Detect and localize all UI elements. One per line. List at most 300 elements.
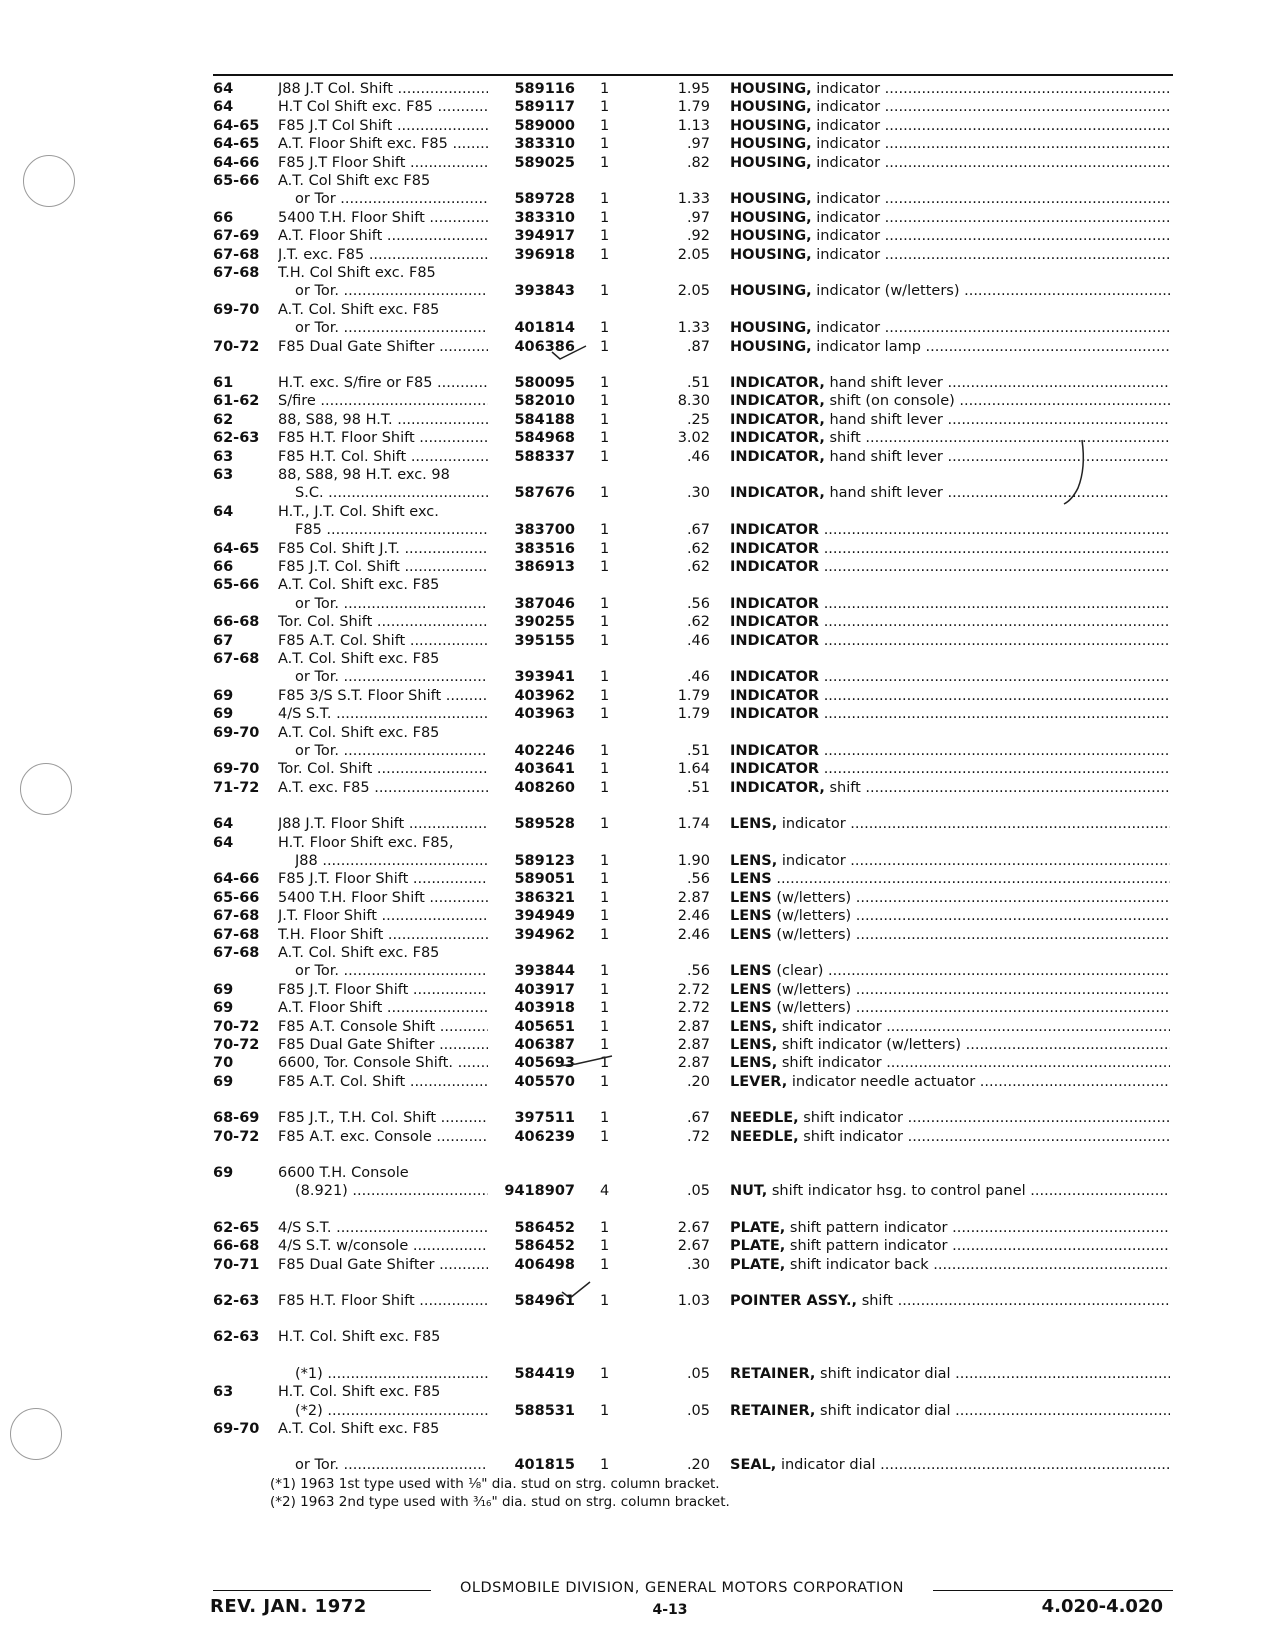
part-name-detail: indicator dial <box>780 1457 876 1474</box>
table-row <box>0 687 1263 706</box>
quantity: 1 <box>600 228 610 245</box>
application-description: or Tor. ..... <box>295 1456 488 1475</box>
table-row <box>0 264 1263 283</box>
price: 2.87 <box>677 1018 710 1035</box>
table-row <box>0 282 1263 301</box>
part-number: 589025 <box>514 154 575 171</box>
model-year: 61-62 <box>213 393 260 410</box>
part-name <box>730 1456 1170 1475</box>
application-description: J88 ..... <box>295 852 488 871</box>
check-mark-406386 <box>550 344 590 364</box>
part-number: 394962 <box>514 926 575 943</box>
application-description: S.C. ..... <box>295 484 488 503</box>
table-row <box>0 1256 1263 1275</box>
price: .56 <box>686 963 710 980</box>
price: 1.79 <box>677 687 710 704</box>
part-name <box>730 870 1170 889</box>
price: 1.90 <box>677 853 710 869</box>
quantity: 1 <box>600 669 610 686</box>
part-name-detail: shift pattern indicator <box>789 1238 948 1255</box>
price: .20 <box>686 1073 710 1090</box>
quantity: 1 <box>600 338 610 355</box>
price: .46 <box>686 669 710 686</box>
table-row <box>0 1237 1263 1256</box>
table-row <box>0 944 1263 963</box>
application-description: A.T. Col. Shift exc. F85 <box>278 301 440 318</box>
part-number: 405693 <box>514 1055 575 1072</box>
table-row <box>0 576 1263 595</box>
application-description: F85 A.T. Console Shift ..... <box>278 1018 488 1037</box>
application-description: or Tor. ..... <box>295 668 488 687</box>
part-name-bold: LENS <box>730 926 772 943</box>
part-name <box>730 760 1170 779</box>
part-number: 393941 <box>514 669 575 686</box>
quantity: 1 <box>600 209 610 226</box>
part-name-bold: POINTER ASSY., <box>730 1293 858 1309</box>
part-name <box>730 815 1170 834</box>
quantity: 1 <box>600 1000 610 1017</box>
application-description: F85 Col. Shift J.T. ..... <box>278 540 488 559</box>
part-number: 406239 <box>514 1128 575 1145</box>
model-year: 70-72 <box>213 1037 260 1053</box>
model-year: 69 <box>213 687 234 704</box>
quantity: 1 <box>600 1256 610 1273</box>
application-description: F85 H.T. Floor Shift ..... <box>278 429 488 448</box>
part-name-detail: indicator needle actuator <box>791 1073 976 1090</box>
table-row <box>0 1164 1263 1183</box>
part-number: 580095 <box>514 375 575 391</box>
price: 2.46 <box>677 926 710 943</box>
quantity: 1 <box>600 81 610 97</box>
table-row <box>0 411 1263 430</box>
quantity: 1 <box>600 779 610 796</box>
application-description: A.T. Col. Shift exc. F85 <box>278 724 440 741</box>
part-number: 405651 <box>514 1018 575 1035</box>
part-name <box>730 1128 1170 1147</box>
price: 2.67 <box>677 1219 710 1236</box>
price: .05 <box>686 1183 710 1200</box>
part-name-bold: INDICATOR, <box>730 393 825 410</box>
part-name-bold: HOUSING, <box>730 246 812 263</box>
part-name <box>730 117 1170 136</box>
model-year: 70 <box>213 1055 234 1072</box>
part-number: 9418907 <box>504 1183 575 1200</box>
part-number: 402246 <box>514 743 575 759</box>
part-name-bold: HOUSING, <box>730 320 812 337</box>
part-name <box>730 209 1170 228</box>
quantity: 1 <box>600 430 610 447</box>
table-row <box>0 98 1263 117</box>
part-name <box>730 1365 1170 1384</box>
price: .87 <box>686 338 710 355</box>
part-name-detail: shift indicator dial <box>820 1365 951 1382</box>
application-description: 6600, Tor. Console Shift. ..... <box>278 1054 488 1073</box>
application-description: A.T. Col. Shift exc. F85 <box>278 945 440 961</box>
model-year: 69-70 <box>213 1421 260 1437</box>
price: 2.72 <box>677 1000 710 1017</box>
part-number: 386321 <box>514 889 575 906</box>
part-name-detail: shift (on console) <box>829 393 955 410</box>
price: 3.02 <box>677 430 710 447</box>
part-name <box>730 779 1170 798</box>
table-row <box>0 595 1263 614</box>
quantity: 1 <box>600 1055 610 1072</box>
part-name-detail: indicator <box>816 228 881 245</box>
part-name <box>730 80 1170 99</box>
part-number: 584968 <box>514 430 575 447</box>
quantity: 1 <box>600 1402 610 1419</box>
application-description: or Tor ..... <box>295 190 488 209</box>
part-name-detail: indicator <box>816 246 881 263</box>
part-number: 589528 <box>514 816 575 833</box>
part-number: 396918 <box>514 246 575 263</box>
part-name-bold: INDICATOR <box>730 559 820 575</box>
part-number: 589116 <box>514 81 575 97</box>
part-name <box>730 246 1170 265</box>
part-name <box>730 962 1170 981</box>
price: 1.03 <box>677 1293 710 1309</box>
model-year: 64 <box>213 816 234 833</box>
model-year: 66 <box>213 209 234 226</box>
model-year: 64 <box>213 503 234 520</box>
table-row <box>0 540 1263 559</box>
quantity: 1 <box>600 1293 610 1309</box>
model-year: 63 <box>213 1384 234 1401</box>
part-number: 390255 <box>514 614 575 631</box>
part-name <box>730 392 1170 411</box>
model-year: 65-66 <box>213 577 260 594</box>
part-name <box>730 1219 1170 1238</box>
part-name-bold: HOUSING, <box>730 338 812 355</box>
model-year: 70-72 <box>213 1018 260 1035</box>
application-description: F85 H.T. Col. Shift ..... <box>278 448 488 467</box>
part-name-detail: shift <box>861 1293 893 1309</box>
part-number: 584961 <box>514 1293 575 1309</box>
model-year: 64-65 <box>213 540 260 557</box>
part-name-detail: indicator lamp <box>816 338 921 355</box>
part-number: 383516 <box>514 540 575 557</box>
footnote-text: (*1) 1963 1st type used with ⅛" dia. stud on strg. column bracket. <box>270 1475 720 1492</box>
part-name-bold: INDICATOR <box>730 522 820 539</box>
part-name-bold: INDICATOR <box>730 669 820 686</box>
part-name <box>730 1292 1170 1311</box>
part-name-detail: shift indicator <box>781 1055 882 1072</box>
quantity: 4 <box>600 1183 610 1200</box>
application-description: 4/S S.T. ..... <box>278 1219 488 1238</box>
margin-pen-stroke <box>1060 438 1090 508</box>
table-row <box>0 117 1263 136</box>
table-row <box>0 227 1263 246</box>
table-row <box>0 1128 1263 1147</box>
quantity: 1 <box>600 246 610 263</box>
footnote <box>0 1493 1263 1512</box>
quantity: 1 <box>600 99 610 116</box>
model-year: 64-66 <box>213 871 260 888</box>
part-name <box>730 1073 1170 1092</box>
quantity: 1 <box>600 1037 610 1053</box>
price: .30 <box>686 485 710 502</box>
application-description: F85 Dual Gate Shifter ..... <box>278 1256 488 1275</box>
footer-division: OLDSMOBILE DIVISION, GENERAL MOTORS CORPORATION <box>460 1580 904 1596</box>
part-name-bold: INDICATOR <box>730 595 820 612</box>
table-row <box>0 1036 1263 1055</box>
price: .51 <box>686 743 710 759</box>
application-description: 6600 T.H. Console <box>278 1165 409 1181</box>
part-name-bold: HOUSING, <box>730 81 812 97</box>
model-year: 62-63 <box>213 1329 260 1346</box>
table-row <box>0 870 1263 889</box>
part-number: 589728 <box>514 191 575 208</box>
part-name <box>730 668 1170 687</box>
part-name-detail: shift indicator dial <box>820 1402 951 1419</box>
part-name-bold: HOUSING, <box>730 209 812 226</box>
part-name-detail: indicator <box>816 81 881 97</box>
price: 2.87 <box>677 1037 710 1053</box>
model-year: 64 <box>213 81 234 97</box>
model-year: 69-70 <box>213 761 260 778</box>
table-row <box>0 1109 1263 1128</box>
application-description: J.T. Floor Shift ..... <box>278 907 488 926</box>
table-row <box>0 135 1263 154</box>
model-year: 69 <box>213 1165 234 1181</box>
part-name-detail: indicator <box>816 154 881 171</box>
application-description: A.T. Col. Shift exc. F85 <box>278 1421 440 1437</box>
part-name <box>730 999 1170 1018</box>
part-name <box>730 1054 1170 1073</box>
model-year: 69-70 <box>213 724 260 741</box>
quantity: 1 <box>600 871 610 888</box>
quantity: 1 <box>600 1110 610 1127</box>
check-mark-406498 <box>560 1280 600 1302</box>
part-name-bold: INDICATOR, <box>730 779 825 796</box>
application-description: H.T. exc. S/fire or F85 ..... <box>278 374 488 393</box>
part-name <box>730 889 1170 908</box>
application-description: H.T. Floor Shift exc. F85, <box>278 834 454 851</box>
part-number: 587676 <box>514 485 575 502</box>
part-name-bold: HOUSING, <box>730 117 812 134</box>
part-name <box>730 411 1170 430</box>
application-description: Tor. Col. Shift ..... <box>278 760 488 779</box>
part-number: 589051 <box>514 871 575 888</box>
quantity: 1 <box>600 1018 610 1035</box>
part-number: 403963 <box>514 706 575 723</box>
application-description: H.T. Col. Shift exc. F85 <box>278 1384 441 1401</box>
part-number: 403918 <box>514 1000 575 1017</box>
part-name-bold: PLATE, <box>730 1238 786 1255</box>
part-name-bold: HOUSING, <box>730 283 812 300</box>
application-description: F85 J.T Col Shift ..... <box>278 117 488 136</box>
part-name-detail: indicator (w/letters) <box>816 283 960 300</box>
application-description: or Tor. ..... <box>295 319 488 338</box>
part-number: 383310 <box>514 136 575 153</box>
table-row <box>0 301 1263 320</box>
part-name-bold: HOUSING, <box>730 99 812 116</box>
part-name-bold: LEVER, <box>730 1073 788 1090</box>
table-row <box>0 1018 1263 1037</box>
quantity: 1 <box>600 743 610 759</box>
revision-date: REV. JAN. 1972 <box>210 1596 367 1617</box>
price: .97 <box>686 209 710 226</box>
table-row <box>0 374 1263 393</box>
part-number: 584188 <box>514 411 575 428</box>
table-row <box>0 779 1263 798</box>
part-name-detail: indicator <box>781 816 846 833</box>
part-name <box>730 521 1170 540</box>
quantity: 1 <box>600 706 610 723</box>
model-year: 69 <box>213 706 234 723</box>
application-description: A.T. Floor Shift ..... <box>278 227 488 246</box>
application-description: or Tor. ..... <box>295 742 488 761</box>
price: .62 <box>686 614 710 631</box>
application-description: A.T. Col. Shift exc. F85 <box>278 577 440 594</box>
model-year: 67 <box>213 632 234 649</box>
quantity: 1 <box>600 1219 610 1236</box>
model-year: 61 <box>213 375 234 391</box>
part-number: 589117 <box>514 99 575 116</box>
application-description: F85 H.T. Floor Shift ..... <box>278 1292 488 1311</box>
part-name <box>730 742 1170 761</box>
table-row <box>0 1328 1263 1347</box>
part-name-detail: hand shift lever <box>829 485 943 502</box>
model-year: 70-72 <box>213 338 260 355</box>
part-name-bold: LENS, <box>730 1018 778 1035</box>
table-row <box>0 1292 1263 1311</box>
quantity: 1 <box>600 595 610 612</box>
application-description: 4/S S.T. w/console ..... <box>278 1237 488 1256</box>
table-row <box>0 705 1263 724</box>
part-name-bold: LENS, <box>730 853 778 869</box>
table-row <box>0 1402 1263 1421</box>
price: .62 <box>686 559 710 575</box>
part-number: 408260 <box>514 779 575 796</box>
part-number: 589000 <box>514 117 575 134</box>
price: .30 <box>686 1256 710 1273</box>
part-name-detail: indicator <box>816 320 881 337</box>
application-description: F85 J.T. Col. Shift ..... <box>278 558 488 577</box>
application-description: J.T. exc. F85 ..... <box>278 246 488 265</box>
table-row <box>0 558 1263 577</box>
part-name <box>730 907 1170 926</box>
part-name-detail: (w/letters) <box>776 908 852 925</box>
footer-rule-right <box>933 1590 1173 1591</box>
application-description: 5400 T.H. Floor Shift ..... <box>278 209 488 228</box>
table-row <box>0 1182 1263 1201</box>
part-number: 401814 <box>514 320 575 337</box>
application-description: F85 Dual Gate Shifter ..... <box>278 1036 488 1055</box>
footer-rule-left <box>213 1590 431 1591</box>
part-name-detail: (w/letters) <box>776 1000 852 1017</box>
part-number: 589123 <box>514 853 575 869</box>
model-year: 64-66 <box>213 154 260 171</box>
part-number: 405570 <box>514 1073 575 1090</box>
quantity: 1 <box>600 816 610 833</box>
price: 1.33 <box>677 191 710 208</box>
part-name-detail: indicator <box>816 99 881 116</box>
part-number: 401815 <box>514 1457 575 1474</box>
part-number: 403641 <box>514 761 575 778</box>
part-number: 586452 <box>514 1238 575 1255</box>
part-name-detail: (clear) <box>776 963 824 980</box>
application-description: F85 J.T. Floor Shift ..... <box>278 870 488 889</box>
model-year: 67-68 <box>213 246 260 263</box>
part-name-bold: RETAINER, <box>730 1402 816 1419</box>
part-name-detail: (w/letters) <box>776 926 852 943</box>
part-number: 393844 <box>514 963 575 980</box>
part-name-bold: INDICATOR <box>730 743 820 759</box>
part-name-bold: INDICATOR, <box>730 430 825 447</box>
part-name-bold: NEEDLE, <box>730 1128 799 1145</box>
part-name <box>730 374 1170 393</box>
application-description: 4/S S.T. ..... <box>278 705 488 724</box>
part-name-detail: shift indicator back <box>789 1256 929 1273</box>
model-year: 62-63 <box>213 430 260 447</box>
part-name <box>730 705 1170 724</box>
quantity: 1 <box>600 393 610 410</box>
table-row <box>0 724 1263 743</box>
application-description: F85 J.T. Floor Shift ..... <box>278 981 488 1000</box>
part-name <box>730 613 1170 632</box>
part-name-detail: (w/letters) <box>776 981 852 998</box>
application-description: F85 J.T., T.H. Col. Shift ..... <box>278 1109 488 1128</box>
table-row <box>0 338 1263 357</box>
table-row <box>0 668 1263 687</box>
model-year: 66 <box>213 559 234 575</box>
part-name-bold: NUT, <box>730 1183 768 1200</box>
application-description: H.T. Col. Shift exc. F85 <box>278 1329 441 1346</box>
quantity: 1 <box>600 963 610 980</box>
part-name <box>730 448 1170 467</box>
application-description: 88, S88, 98 H.T. ..... <box>278 411 488 430</box>
model-year: 62 <box>213 411 234 428</box>
part-name <box>730 926 1170 945</box>
application-description: J88 J.T. Floor Shift ..... <box>278 815 488 834</box>
quantity: 1 <box>600 889 610 906</box>
table-row <box>0 1365 1263 1384</box>
part-name <box>730 484 1170 503</box>
part-name-detail: shift indicator hsg. to control panel <box>771 1183 1026 1200</box>
model-year: 69 <box>213 1073 234 1090</box>
part-name-detail: shift indicator <box>781 1018 882 1035</box>
application-description: F85 A.T. Col. Shift ..... <box>278 632 488 651</box>
part-name-detail: shift indicator <box>803 1128 903 1145</box>
page-number: 4-13 <box>652 1602 688 1618</box>
part-name <box>730 1402 1170 1421</box>
price: 1.95 <box>677 81 710 97</box>
table-row <box>0 889 1263 908</box>
quantity: 1 <box>600 761 610 778</box>
table-row <box>0 742 1263 761</box>
table-row <box>0 392 1263 411</box>
part-name <box>730 190 1170 209</box>
application-description: (*2) ..... <box>295 1402 488 1421</box>
table-row <box>0 815 1263 834</box>
table-row <box>0 613 1263 632</box>
quantity: 1 <box>600 1073 610 1090</box>
application-description: A.T. Floor Shift exc. F85 ..... <box>278 135 488 154</box>
quantity: 1 <box>600 926 610 943</box>
application-description: T.H. Floor Shift ..... <box>278 926 488 945</box>
quantity: 1 <box>600 117 610 134</box>
model-year: 71-72 <box>213 779 260 796</box>
model-year: 67-69 <box>213 228 260 245</box>
quantity: 1 <box>600 191 610 208</box>
part-name-bold: NEEDLE, <box>730 1110 799 1127</box>
part-name-detail: shift indicator <box>803 1110 903 1127</box>
price: .46 <box>686 448 710 465</box>
price: .05 <box>686 1365 710 1382</box>
part-name <box>730 1256 1170 1275</box>
price: .56 <box>686 595 710 612</box>
